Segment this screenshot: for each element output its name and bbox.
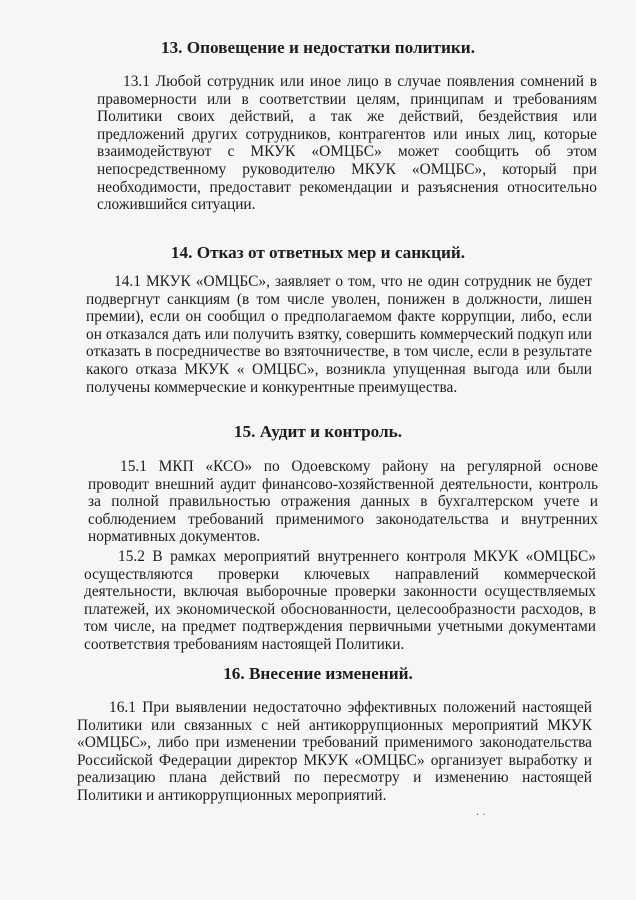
paragraph-14-1: 14.1 МКУК «ОМЦБС», заявляет о том, что не один сотрудник не будет подвергнут санкциям (в том числе уволен, понижен в должности, лишен премии), если он сообщил о предполагаемом факте коррупции, либо, если он отказался дать или получить взятку, совершить коммерческий подкуп или отказать в посредничестве во взяточничестве, в том числе, если в результате какого отказа МКУК « ОМЦБС», возникла упущенная выгода или были получены коммерческие и конкурентные преимущества. (86, 273, 592, 396)
paragraph-15-1: 15.1 МКП «КСО» по Одоевскому району на регулярной основе проводит внешний аудит финансово-хозяйственной деятельности, контроль за полной правильностью отражения данных в бухгалтерском учете и соблюдением требований применимого законодательства и внутренних нормативных документов. (88, 458, 598, 546)
section-15-title: 15. Аудит и контроль. (233, 422, 403, 441)
section-13-title: 13. Оповещение и недостатки политики. (160, 38, 476, 57)
paragraph-15-2: 15.2 В рамках мероприятий внутреннего контроля МКУК «ОМЦБС» осуществляются проверки ключевых направлений коммерческой деятельности, включая выборочные проверки законности осуществляемых платежей, их экономической обоснованности, целесообразности расходов, в том числе, на предмет подтверждения первичными учетными документами соответствия требованиям настоящей Политики. (84, 548, 596, 653)
section-14-title: 14. Отказ от ответных мер и санкций. (170, 243, 466, 262)
section-16-title: 16. Внесение изменений. (223, 664, 413, 683)
scan-speck-mark: · · (476, 810, 486, 821)
paragraph-13-1: 13.1 Любой сотрудник или иное лицо в случае появления сомнений в правомерности или в соответствии целям, принципам и требованиям Политики своих действий, а так же действий, бездействия или предложений других сотрудников, контрагентов или иных лиц, которые взаимодействуют с МКУК «ОМЦБС» может сообщить об этом непосредственному руководителю МКУК «ОМЦБС», который при необходимости, предоставит рекомендации и разъяснения относительно сложившийся ситуации. (97, 73, 597, 214)
paragraph-16-1: 16.1 При выявлении недостаточно эффективных положений настоящей Политики или связанных с ней антикоррупционных мероприятий МКУК «ОМЦБС», либо при изменении требований применимого законодательства Российской Федерации директор МКУК «ОМЦБС» организует выработку и реализацию плана действий по пересмотру и изменению настоящей Политики и антикоррупционных мероприятий. (77, 699, 592, 804)
